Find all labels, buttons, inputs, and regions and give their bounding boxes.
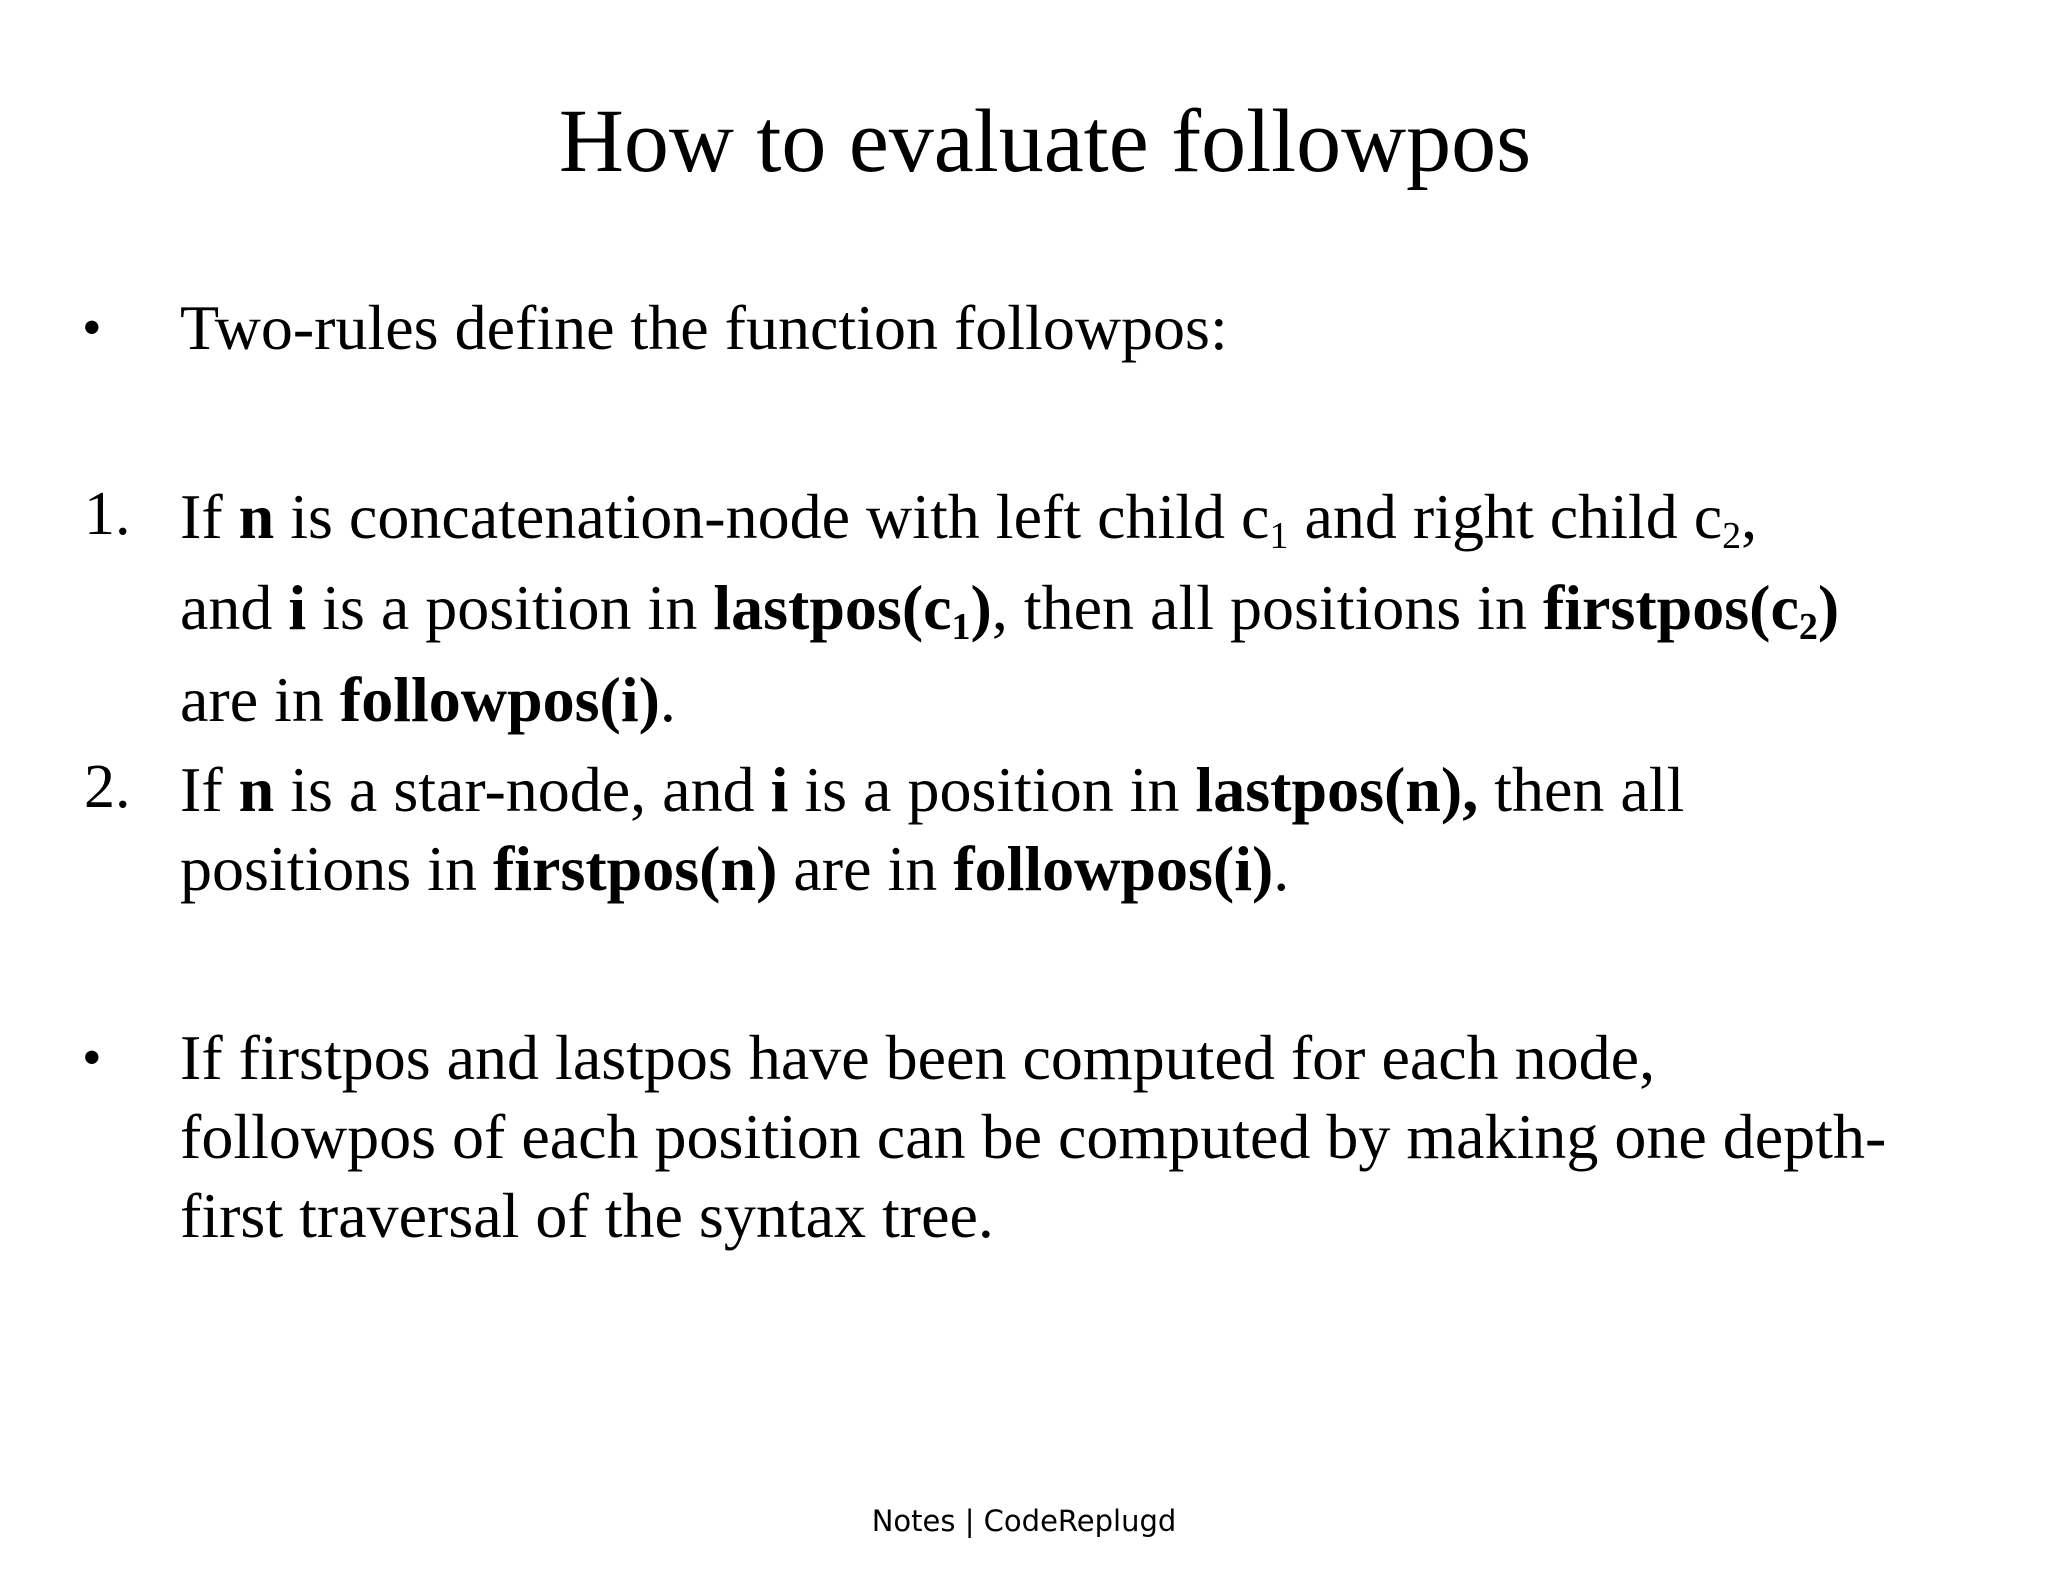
footer-watermark: Notes | CodeReplugd bbox=[871, 1504, 1177, 1538]
rule-2-number: 2. bbox=[84, 753, 131, 821]
lastpos-n: lastpos(n), bbox=[1195, 754, 1479, 825]
followpos-i: followpos(i) bbox=[953, 833, 1274, 904]
bullet-computation-line-2: followpos of each position can be computed by making one depth- bbox=[180, 1101, 1887, 1172]
bullet-marker: • bbox=[82, 1027, 102, 1089]
bullet-computation-line-1: If firstpos and lastpos have been computed for each node, bbox=[180, 1022, 1656, 1093]
slide-title: How to evaluate followpos bbox=[558, 92, 1532, 191]
rule-2-line-2: positions in firstpos(n) are in followpos(i). bbox=[180, 833, 1290, 904]
position-i: i bbox=[770, 754, 789, 825]
rule-2-line-1: If n is a star-node, and i is a position in lastpos(n), then all bbox=[180, 754, 1685, 825]
node-n: n bbox=[238, 481, 275, 552]
rule-1-line-2: and i is a position in $lastpos(c_1)$, then all positions in $firstpos(c_2)$ bbox=[180, 572, 1840, 648]
bullet-intro-text: Two-rules define the function followpos: bbox=[180, 292, 1228, 363]
firstpos-c2: $firstpos(c_2)$ bbox=[1542, 572, 1840, 648]
node-n: n bbox=[238, 754, 275, 825]
rule-1-number: 1. bbox=[84, 480, 131, 548]
followpos-i: followpos(i) bbox=[339, 664, 660, 735]
rule-1-line-1: If n is concatenation-node with left child $c_1$ and right child $c_2$, bbox=[180, 481, 1758, 557]
bullet-marker: • bbox=[82, 297, 102, 359]
position-i: i bbox=[288, 572, 307, 643]
bullet-computation-line-3: first traversal of the syntax tree. bbox=[180, 1180, 994, 1251]
rule-1-line-3: are in followpos(i). bbox=[180, 664, 676, 735]
lastpos-c1: $lastpos(c_1)$ bbox=[713, 572, 992, 648]
firstpos-n: firstpos(n) bbox=[492, 833, 778, 904]
